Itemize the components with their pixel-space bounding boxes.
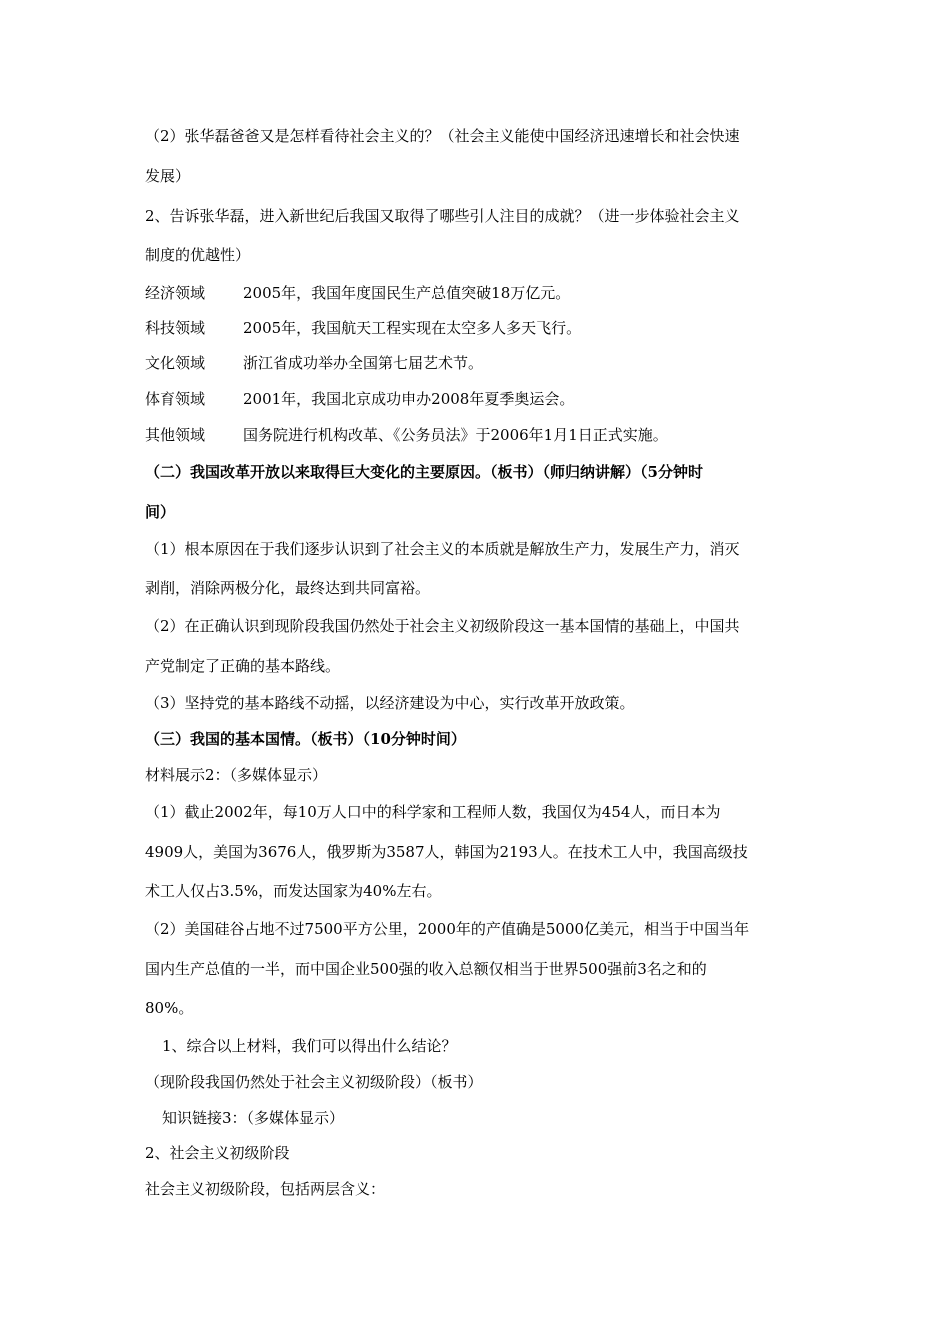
- achievement-text: 2005年，我国航天工程实现在太空多人多天飞行。: [243, 319, 582, 337]
- achievement-text: 2005年，我国年度国民生产总值突破18万亿元。: [243, 284, 571, 302]
- achievement-label: 体育领域: [145, 390, 206, 408]
- achievement-row-sports: [145, 388, 705, 410]
- material-item-2-line-1: （2）美国硅谷占地不过7500平方公里，2000年的产值确是5000亿美元，相当于中国当年: [145, 920, 750, 938]
- item-2-line-2: 制度的优越性）: [145, 246, 251, 264]
- material-item-1-line-2: 4909人，美国为3676人，俄罗斯为3587人，韩国为2193人。在技术工人中，我国高级技: [145, 843, 748, 861]
- achievement-text: 浙江省成功举办全国第七届艺术节。: [243, 354, 484, 372]
- material-item-1-line-1: （1）截止2002年，每10万人口中的科学家和工程师人数，我国仅为454人，而日本为: [145, 803, 721, 821]
- subsection-2-title: 2、社会主义初级阶段: [145, 1144, 290, 1162]
- question-conclusion: 1、综合以上材料，我们可以得出什么结论？: [162, 1037, 457, 1055]
- achievement-label: 经济领域: [145, 284, 206, 302]
- achievement-row-technology: [145, 317, 705, 339]
- material-item-1-line-3: 术工人仅占3.5%，而发达国家为40%左右。: [145, 882, 442, 900]
- achievement-text: 国务院进行机构改革、《公务员法》于2006年1月1日正式实施。: [243, 426, 668, 444]
- achievement-label: 其他领域: [145, 426, 206, 444]
- achievement-label: 文化领域: [145, 354, 206, 372]
- achievement-text: 2001年，我国北京成功申办2008年夏季奥运会。: [243, 390, 575, 408]
- section-2-heading-line-2: 间）: [145, 503, 176, 521]
- subsection-2-intro: 社会主义初级阶段，包括两层含义：: [145, 1180, 386, 1198]
- material-item-2-line-2: 国内生产总值的一半，而中国企业500强的收入总额仅相当于世界500强前3名之和的: [145, 960, 707, 978]
- material-2-title: 材料展示2：（多媒体显示）: [145, 766, 328, 784]
- achievement-row-culture: [145, 352, 705, 374]
- achievement-row-economy: [145, 282, 705, 304]
- question-2-line-2: 发展）: [145, 167, 191, 185]
- answer-conclusion: （现阶段我国仍然处于社会主义初级阶段）（板书）: [145, 1073, 483, 1091]
- material-item-2-line-3: 80%。: [145, 999, 194, 1017]
- reason-1-line-2: 剥削，消除两极分化，最终达到共同富裕。: [145, 579, 431, 597]
- achievement-row-other: [145, 424, 785, 446]
- reason-2-line-2: 产党制定了正确的基本路线。: [145, 657, 341, 675]
- knowledge-link-3: 知识链接3：（多媒体显示）: [162, 1109, 345, 1127]
- reason-2-line-1: （2）在正确认识到现阶段我国仍然处于社会主义初级阶段这一基本国情的基础上，中国共: [145, 617, 740, 635]
- reason-1-line-1: （1）根本原因在于我们逐步认识到了社会主义的本质就是解放生产力，发展生产力，消灭: [145, 540, 740, 558]
- reason-3: （3）坚持党的基本路线不动摇，以经济建设为中心，实行改革开放政策。: [145, 694, 635, 712]
- achievement-label: 科技领域: [145, 319, 206, 337]
- section-2-heading-line-1: （二）我国改革开放以来取得巨大变化的主要原因。（板书）（师归纳讲解）（5分钟时: [145, 463, 703, 481]
- section-3-heading: （三）我国的基本国情。（板书）（10分钟时间）: [145, 730, 466, 748]
- item-2-line-1: 2、告诉张华磊，进入新世纪后我国又取得了哪些引人注目的成就？（进一步体验社会主义: [145, 207, 740, 225]
- question-2-line-1: （2）张华磊爸爸又是怎样看待社会主义的？（社会主义能使中国经济迅速增长和社会快速: [145, 127, 740, 145]
